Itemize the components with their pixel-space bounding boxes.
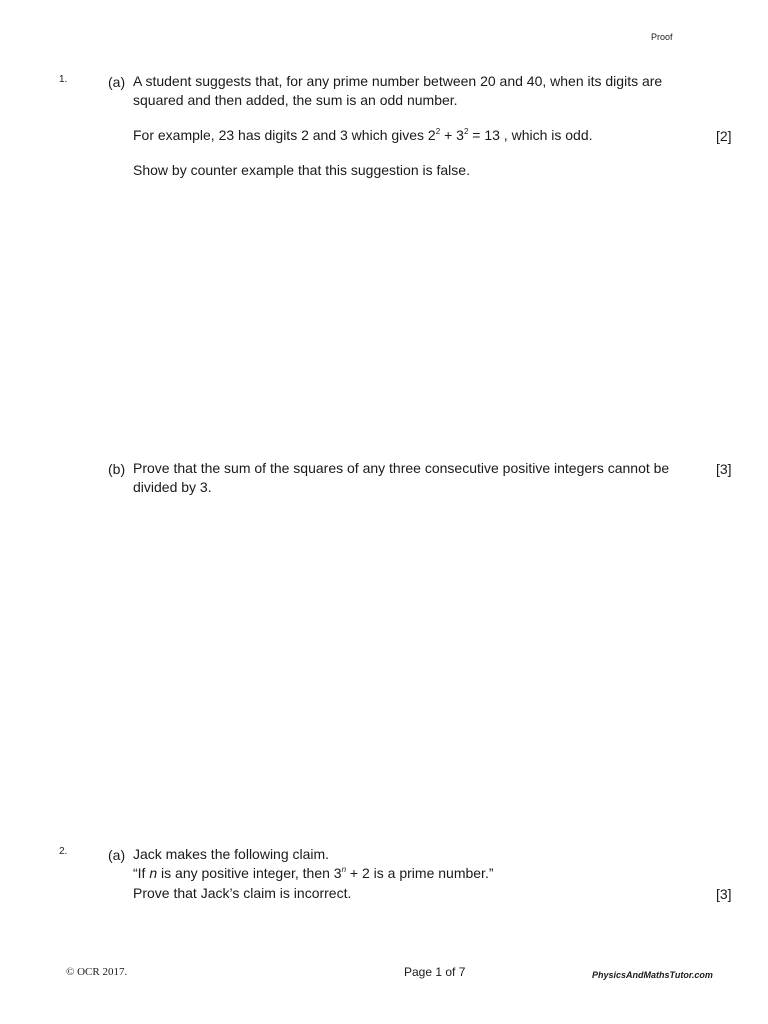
q2a-claim	[133, 864, 494, 883]
q1a-line-2: squared and then added, the sum is an odd number.	[133, 92, 458, 108]
q1b-line-1: Prove that the sum of the squares of any three consecutive positive integers cannot be	[133, 460, 670, 476]
q2a-line-3: Prove that Jack’s claim is incorrect.	[133, 885, 352, 901]
q1b-line-2: divided by 3.	[133, 479, 212, 495]
part-label-1a: (a)	[108, 74, 126, 90]
q1a-example-lead: For example, 23 has digits 2 and 3 which gives 2	[133, 127, 436, 143]
footer-copyright: © OCR 2017.	[66, 966, 128, 978]
q2a-quote-mid: is any positive integer, then 3	[157, 865, 342, 881]
q1a-line-1: A student suggests that, for any prime number between 20 and 40, when its digits are	[133, 73, 663, 89]
q2a-exponent-n-text: n	[341, 865, 347, 874]
q1a-exponent-1: 2	[435, 127, 441, 136]
marks-1a: [2]	[716, 128, 732, 144]
q2a-line-1: Jack makes the following claim.	[133, 846, 330, 862]
q1a-example	[133, 126, 593, 145]
question-number-2: 2.	[59, 846, 68, 857]
q2a-quote-open: “If	[133, 865, 150, 881]
footer-page-number: Page 1 of 7	[404, 965, 466, 979]
marks-1b: [3]	[716, 461, 732, 477]
part-label-2a: (a)	[108, 847, 126, 863]
q2a-quote-tail: + 2 is a prime number.”	[346, 865, 494, 881]
footer-site: PhysicsAndMathsTutor.com	[592, 970, 713, 980]
q2a-variable-n: n	[149, 865, 158, 881]
question-number-1: 1.	[59, 74, 68, 85]
q1a-example-tail: = 13 , which is odd.	[468, 127, 593, 143]
header-label: Proof	[651, 32, 673, 42]
q1a-example-mid: + 3	[440, 127, 464, 143]
q1a-exponent-2: 2	[463, 127, 469, 136]
q1a-instruction: Show by counter example that this suggestion is false.	[133, 162, 470, 178]
part-label-1b: (b)	[108, 461, 126, 477]
marks-2a: [3]	[716, 886, 732, 902]
